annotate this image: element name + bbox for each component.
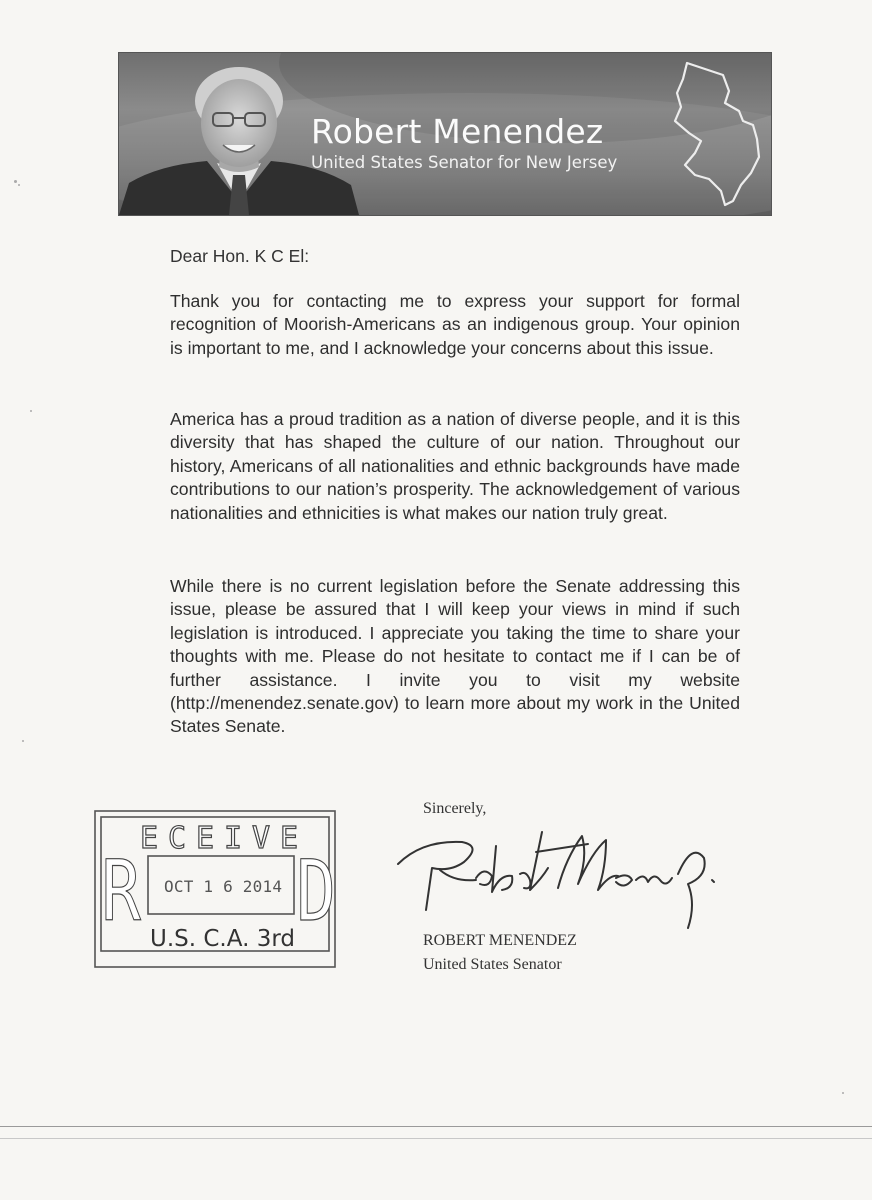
stamp-letter: C	[168, 821, 187, 856]
letterhead-subtitle: United States Senator for New Jersey	[311, 153, 618, 172]
stamp-letter: E	[140, 821, 159, 856]
scan-speck	[22, 740, 24, 742]
stamp-letter: V	[252, 821, 271, 856]
signer-title: United States Senator	[423, 956, 562, 973]
letter-paragraph: Thank you for contacting me to express your support for formal recognition of Moorish-Americans as an indigenous group. Your opinion is important to me, and I acknowledge your concerns about this issue.	[170, 291, 740, 358]
page-bottom-edge-shadow	[0, 1138, 872, 1139]
scan-speck	[18, 184, 20, 186]
signer-name: ROBERT MENENDEZ	[423, 932, 577, 949]
scan-speck	[842, 1092, 844, 1094]
received-stamp	[92, 808, 338, 970]
handwritten-signature	[392, 818, 732, 938]
letterhead-name: Robert Menendez	[311, 112, 604, 151]
stamp-date: OCT 1 6 2014	[164, 877, 282, 896]
new-jersey-map-icon	[667, 55, 772, 211]
stamp-letter: E	[196, 821, 215, 856]
stamp-letter: D	[296, 841, 336, 941]
stamp-letter: E	[280, 821, 299, 856]
stamp-court: U.S. C.A. 3rd	[150, 926, 295, 952]
page-bottom-edge	[0, 1126, 872, 1127]
letter-paragraph: While there is no current legislation before the Senate addressing this issue, please be assured that I will keep your views in mind if such legislation is introduced. I appreciate you taking the time to share your thoughts with me. Please do not hesitate to contact me if I can be of further assistance. I invite you to visit my website (http://menendez.senate.gov) to learn more about my work in the United States Senate.	[170, 576, 740, 737]
stamp-letter: I	[224, 821, 243, 856]
stamp-letter: R	[101, 841, 141, 941]
scan-speck	[30, 410, 32, 412]
letter-paragraph: America has a proud tradition as a nation of diverse people, and it is this diversity that has shaped the culture of our nation. Throughout our history, Americans of all nationalities and ethnic backgrounds have made contributions to our nation’s prosperity. The acknowledgement of various nationalities and ethnicities is what makes our nation truly great.	[170, 409, 740, 523]
scan-speck	[14, 180, 17, 183]
letterhead-banner	[118, 52, 772, 216]
salutation: Dear Hon. K C El:	[170, 246, 310, 266]
closing: Sincerely,	[423, 800, 487, 817]
